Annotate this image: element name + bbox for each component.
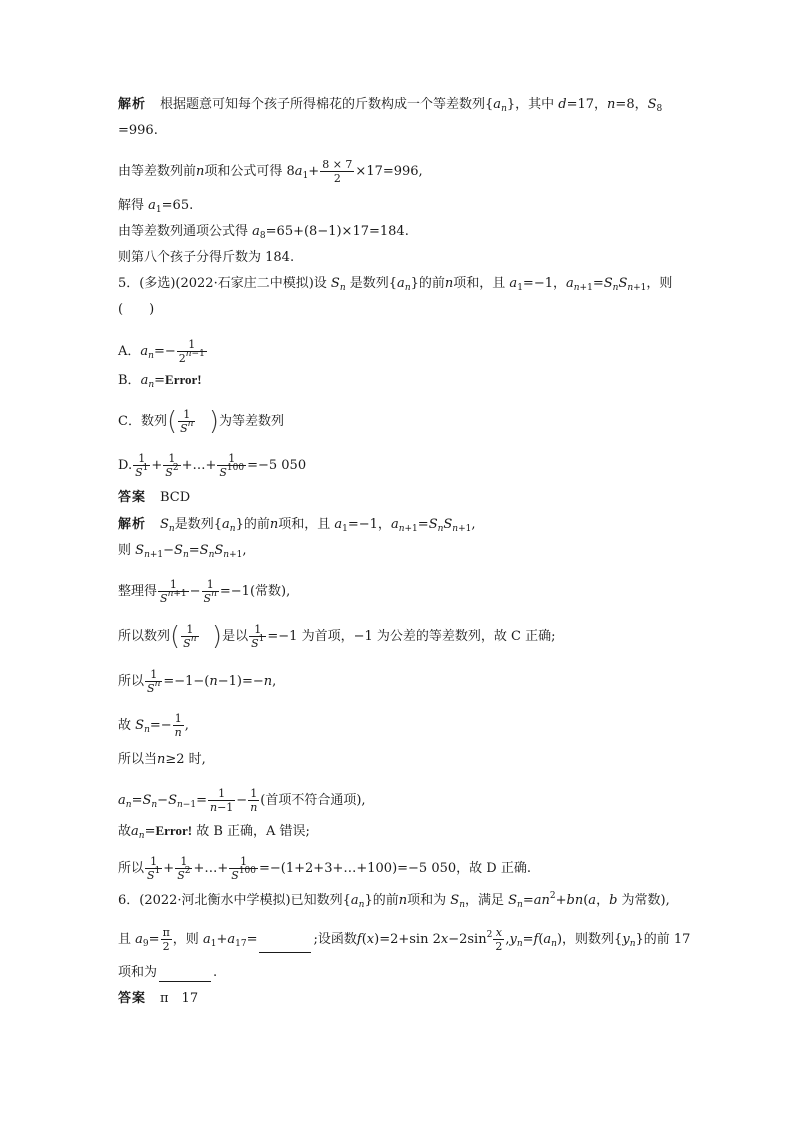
q5-option-b: B．$a_n=Error$! bbox=[118, 372, 202, 390]
q6-stem-line-1: 6．(2022·河北衡水中学模拟)已知数列$\{a_n\}$的前n项和为 $S_n$，满足 $S_n=an^2+bn(a$，b 为常数), bbox=[118, 891, 670, 910]
q4-analysis-line-6: 则第八个孩子分得斤数为 184. bbox=[118, 250, 295, 265]
q4-analysis-line-5: 由等差数列通项公式得 $a_8=65+(8-1)\times 17=184$. bbox=[118, 224, 409, 241]
q5-analysis-line-2: 则 $S_{n+1}-S_n=S_nS_{n+1}$, bbox=[118, 543, 247, 560]
q6-stem-line-2: 且 $a_9=$ $\frac{\pi}{2}$ ，则 $a_1+a_{17}=$ ;设函数f(x)=2+sin $2x-2\sin^2$ $\frac{x}{2}$ $,y_n=f(a_n)$，则数列$\{y_n\}$的前 17 bbox=[118, 926, 691, 953]
q5-answer: BCD bbox=[160, 490, 191, 505]
q5-analysis-line-1: 解析 $S_n$是数列$\{a_n\}$的前n项和，且 $a_1=-1$，$a_{n+1}=S_nS_{n+1}$, bbox=[118, 517, 476, 534]
analysis-label: 解析 bbox=[118, 97, 147, 112]
answer-label: 答案 bbox=[118, 991, 147, 1006]
answer-blank-1[interactable] bbox=[259, 939, 311, 953]
q5-analysis-line-3: 整理得 $\frac{1}{S^{n+1}}$ − $\frac{1}{S^n}$ =−1(常数), bbox=[118, 578, 291, 605]
q5-analysis-line-10: 所以 $\frac{1}{S^1}$ + $\frac{1}{S^2}$ +…+ $\frac{1}{S^{100}}$ =−(1+2+3+…+100)=−5 050，故 D 正确. bbox=[118, 855, 531, 882]
q4-analysis-line-1: 解析 根据题意可知每个孩子所得棉花的斤数构成一个等差数列$\{a_n\}$，其中 d=17，n=8，$S_8$ bbox=[118, 97, 663, 114]
analysis-label: 解析 bbox=[118, 517, 147, 532]
q5-stem-line-1: 5．(多选)(2022·石家庄二中模拟)设 $S_n$ 是数列$\{a_n\}$的前n项和，且 $a_1=-1$，$a_{n+1}=S_nS_{n+1}$，则 bbox=[118, 276, 673, 293]
q5-analysis-line-6: 故 $S_n=-$ $\frac{1}{n}$ , bbox=[118, 712, 189, 739]
q5-analysis-line-8: $a_n=S_n-S_{n-1}=$ $\frac{1}{n-1}$ − $\frac{1}{n}$ (首项不符合通项), bbox=[118, 787, 366, 814]
q5-answer-line bbox=[118, 489, 694, 507]
q4-analysis-line-3: 由等差数列前n项和公式可得 $8a_1+$ $\frac{8 \times 7}{2}$ ×17=996, bbox=[118, 158, 423, 185]
q5-analysis-line-5: 所以 $\frac{1}{S^n}$ =−1−(n−1)=−n, bbox=[118, 668, 277, 695]
q5-analysis-line-9: 故$a_n=Error$! 故 B 正确，A 错误; bbox=[118, 823, 310, 841]
answer-label: 答案 bbox=[118, 490, 147, 505]
q6-answer: π 17 bbox=[160, 991, 199, 1006]
q6-answer-line bbox=[118, 990, 694, 1008]
q5-analysis-line-7: 所以当n≥2 时, bbox=[118, 752, 206, 767]
q6-stem-line-3: 项和为 . bbox=[118, 965, 218, 980]
q5-option-c: C．数列( $\frac{1}{S^n}$ )为等差数列 bbox=[118, 406, 285, 437]
q5-option-d: D. $\frac{1}{S^1}$ + $\frac{1}{S^2}$ +…+ $\frac{1}{S^{100}}$ =−5 050 bbox=[118, 452, 307, 479]
fraction: $\frac{8 \times 7}{2}$ bbox=[322, 158, 353, 185]
answer-blank-2[interactable] bbox=[159, 968, 211, 982]
q5-analysis-line-4: 所以数列( $\frac{1}{S^n}$ )是以 $\frac{1}{S^1}$ =−1 为首项，−1 为公差的等差数列，故 C 正确; bbox=[118, 621, 556, 652]
q5-answer-paren: ( ) bbox=[118, 302, 155, 317]
q5-option-a: A．$a_n=-$ $\frac{1}{2^{n-1}}$ bbox=[118, 338, 205, 365]
q4-analysis-line-2: =996. bbox=[118, 123, 158, 138]
q4-analysis-line-4: 解得 $a_1=65$. bbox=[118, 198, 194, 215]
